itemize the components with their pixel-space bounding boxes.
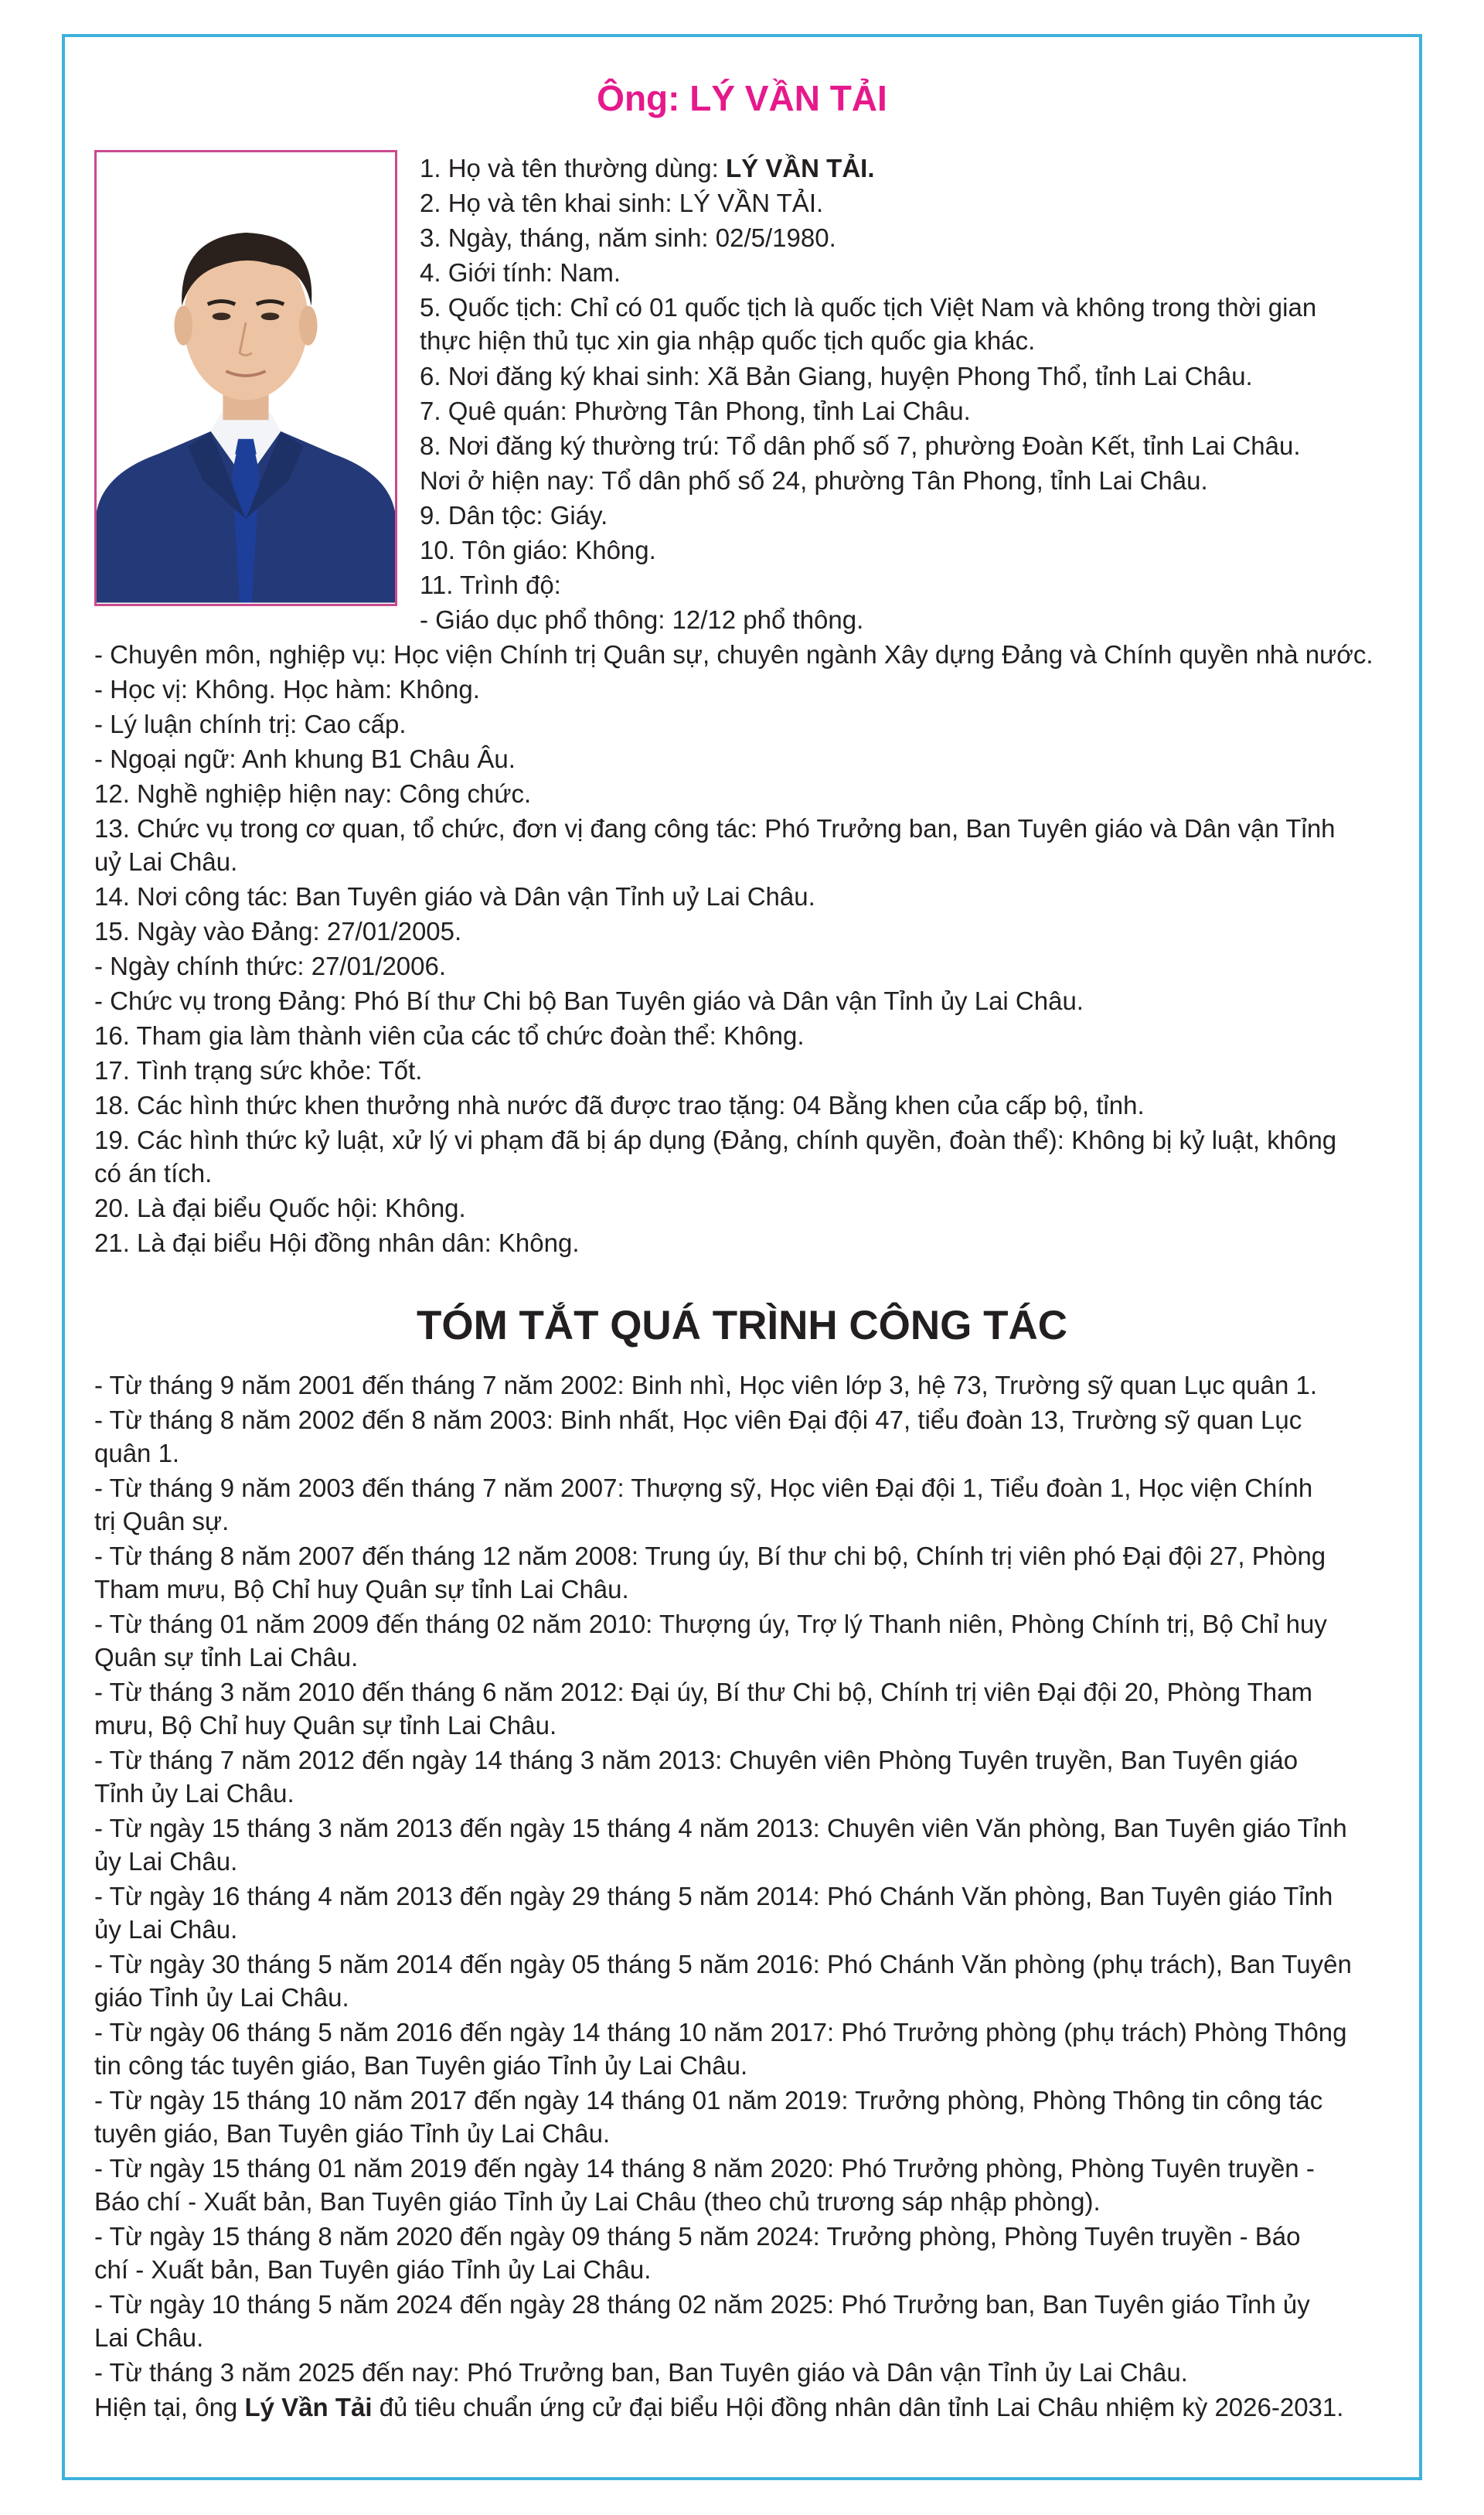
info-line: 7. Quê quán: Phường Tân Phong, tỉnh Lai Châu.: [420, 397, 971, 425]
career-line: quân 1.: [94, 1439, 180, 1467]
career-line: tin công tác tuyên giáo, Ban Tuyên giáo Tỉnh ủy Lai Châu.: [94, 2051, 748, 2080]
info-line: uỷ Lai Châu.: [94, 847, 238, 876]
info-line: 18. Các hình thức khen thưởng nhà nước đã được trao tặng: 04 Bằng khen của cấp bộ, tỉnh.: [94, 1091, 1145, 1119]
info-line: 19. Các hình thức kỷ luật, xử lý vi phạm đã bị áp dụng (Đảng, chính quyền, đoàn thể): Không bị kỷ luật, không: [94, 1126, 1337, 1154]
info-line: - Chuyên môn, nghiệp vụ: Học viện Chính trị Quân sự, chuyên ngành Xây dựng Đảng và Chính quyền nhà nước.: [94, 640, 1373, 669]
career-line: - Từ ngày 06 tháng 5 năm 2016 đến ngày 14 tháng 10 năm 2017: Phó Trưởng phòng (phụ trách) Phòng Thông: [94, 2018, 1347, 2046]
career-line: chí - Xuất bản, Ban Tuyên giáo Tỉnh ủy Lai Châu.: [94, 2255, 652, 2284]
info-line: 17. Tình trạng sức khỏe: Tốt.: [94, 1056, 423, 1085]
career-line: - Từ tháng 9 năm 2003 đến tháng 7 năm 2007: Thượng sỹ, Học viên Đại đội 1, Tiểu đoàn 1, Học viện Chính: [94, 1474, 1313, 1502]
info-line: 6. Nơi đăng ký khai sinh: Xã Bản Giang, huyện Phong Thổ, tỉnh Lai Châu.: [420, 362, 1253, 390]
info-line: thực hiện thủ tục xin gia nhập quốc tịch quốc gia khác.: [420, 326, 1036, 355]
career-line: ủy Lai Châu.: [94, 1847, 238, 1876]
career-line: - Từ ngày 15 tháng 10 năm 2017 đến ngày 14 tháng 01 năm 2019: Trưởng phòng, Phòng Thông tin công tác: [94, 2086, 1323, 2115]
career-line: - Từ ngày 16 tháng 4 năm 2013 đến ngày 29 tháng 5 năm 2014: Phó Chánh Văn phòng, Ban Tuyên giáo Tỉnh: [94, 1882, 1333, 1910]
career-line: - Từ tháng 8 năm 2007 đến tháng 12 năm 2008: Trung úy, Bí thư chi bộ, Chính trị viên phó Đại đội 27, Phòng: [94, 1542, 1326, 1570]
info-line: 9. Dân tộc: Giáy.: [420, 501, 608, 530]
info-line: 11. Trình độ:: [420, 571, 561, 599]
info-line: có án tích.: [94, 1159, 213, 1188]
career-line: - Từ tháng 01 năm 2009 đến tháng 02 năm 2010: Thượng úy, Trợ lý Thanh niên, Phòng Chính trị, Bộ Chỉ huy: [94, 1610, 1327, 1638]
career-line: Quân sự tỉnh Lai Châu.: [94, 1643, 359, 1672]
career-line: mưu, Bộ Chỉ huy Quân sự tỉnh Lai Châu.: [94, 1711, 557, 1740]
career-line: - Từ tháng 9 năm 2001 đến tháng 7 năm 2002: Binh nhì, Học viên lớp 3, hệ 73, Trường sỹ quan Lục quân 1.: [94, 1371, 1318, 1399]
info-line: 3. Ngày, tháng, năm sinh: 02/5/1980.: [420, 223, 836, 252]
info-line: 14. Nơi công tác: Ban Tuyên giáo và Dân vận Tỉnh uỷ Lai Châu.: [94, 882, 815, 911]
info-line: - Giáo dục phổ thông: 12/12 phổ thông.: [420, 605, 864, 634]
candidate-portrait: [94, 150, 397, 606]
career-line: - Từ ngày 15 tháng 3 năm 2013 đến ngày 15 tháng 4 năm 2013: Chuyên viên Văn phòng, Ban Tuyên giáo Tỉnh: [94, 1814, 1347, 1842]
info-line: 15. Ngày vào Đảng: 27/01/2005.: [94, 917, 462, 946]
career-line: - Từ tháng 3 năm 2010 đến tháng 6 năm 2012: Đại úy, Bí thư Chi bộ, Chính trị viên Đại đội 20, Phòng Tham: [94, 1678, 1312, 1706]
career-line: - Từ ngày 30 tháng 5 năm 2014 đến ngày 05 tháng 5 năm 2016: Phó Chánh Văn phòng (phụ trách), Ban Tuyên: [94, 1950, 1352, 1978]
info-line: - Ngoại ngữ: Anh khung B1 Châu Âu.: [94, 745, 516, 773]
info-line: 2. Họ và tên khai sinh: LÝ VẦN TẢI.: [420, 189, 824, 217]
career-line: ủy Lai Châu.: [94, 1915, 238, 1944]
info-line: 4. Giới tính: Nam.: [420, 258, 621, 287]
info-line: 13. Chức vụ trong cơ quan, tổ chức, đơn vị đang công tác: Phó Trưởng ban, Ban Tuyên giáo và Dân vận Tỉnh: [94, 814, 1336, 843]
career-line: - Từ tháng 8 năm 2002 đến 8 năm 2003: Binh nhất, Học viên Đại đội 47, tiểu đoàn 13, Trường sỹ quan Lục: [94, 1406, 1302, 1434]
info-line: 10. Tôn giáo: Không.: [420, 536, 656, 564]
info-line: - Chức vụ trong Đảng: Phó Bí thư Chi bộ Ban Tuyên giáo và Dân vận Tỉnh ủy Lai Châu.: [94, 987, 1084, 1015]
career-line: - Từ tháng 7 năm 2012 đến ngày 14 tháng 3 năm 2013: Chuyên viên Phòng Tuyên truyền, Ban Tuyên giáo: [94, 1746, 1298, 1774]
career-line: trị Quân sự.: [94, 1507, 230, 1535]
info-line: - Lý luận chính trị: Cao cấp.: [94, 710, 407, 738]
info-line: 1. Họ và tên thường dùng: LÝ VẦN TẢI.: [420, 154, 875, 182]
info-line: 21. Là đại biểu Hội đồng nhân dân: Không.: [94, 1229, 580, 1257]
candidate-name-bold: Lý Vần Tải: [244, 2393, 373, 2421]
career-line: - Từ ngày 15 tháng 01 năm 2019 đến ngày 14 tháng 8 năm 2020: Phó Trưởng phòng, Phòng Tuyên truyền -: [94, 2154, 1315, 2183]
info-line: - Ngày chính thức: 27/01/2006.: [94, 952, 447, 980]
career-line: Báo chí - Xuất bản, Ban Tuyên giáo Tỉnh ủy Lai Châu (theo chủ trương sáp nhập phòng).: [94, 2187, 1101, 2216]
career-line: tuyên giáo, Ban Tuyên giáo Tỉnh ủy Lai Châu.: [94, 2119, 611, 2148]
career-line: Tỉnh ủy Lai Châu.: [94, 1779, 294, 1808]
career-line: Tham mưu, Bộ Chỉ huy Quân sự tỉnh Lai Châu.: [94, 1575, 629, 1603]
section-heading: TÓM TẮT QUÁ TRÌNH CÔNG TÁC: [416, 1303, 1068, 1348]
info-line: 16. Tham gia làm thành viên của các tổ chức đoàn thể: Không.: [94, 1021, 805, 1050]
info-line: - Học vị: Không. Học hàm: Không.: [94, 675, 480, 704]
info-line: Nơi ở hiện nay: Tổ dân phố số 24, phường Tân Phong, tỉnh Lai Châu.: [420, 466, 1208, 495]
candidate-title: Ông: LÝ VẦN TẢI: [597, 78, 887, 118]
career-line: - Từ ngày 15 tháng 8 năm 2020 đến ngày 09 tháng 5 năm 2024: Trưởng phòng, Phòng Tuyên truyền - Báo: [94, 2222, 1301, 2251]
career-line: - Từ tháng 3 năm 2025 đến nay: Phó Trưởng ban, Ban Tuyên giáo và Dân vận Tỉnh ủy Lai Châu.: [94, 2358, 1188, 2387]
info-line: 20. Là đại biểu Quốc hội: Không.: [94, 1194, 466, 1222]
career-line: giáo Tỉnh ủy Lai Châu.: [94, 1983, 349, 2012]
career-line: - Từ ngày 10 tháng 5 năm 2024 đến ngày 28 tháng 02 năm 2025: Phó Trưởng ban, Ban Tuyên giáo Tỉnh ủy: [94, 2290, 1310, 2319]
info-line: 12. Nghề nghiệp hiện nay: Công chức.: [94, 779, 532, 808]
career-line: Lai Châu.: [94, 2323, 204, 2352]
info-line: 5. Quốc tịch: Chỉ có 01 quốc tịch là quốc tịch Việt Nam và không trong thời gian: [420, 293, 1317, 322]
info-line: 8. Nơi đăng ký thường trú: Tổ dân phố số 7, phường Đoàn Kết, tỉnh Lai Châu.: [420, 431, 1301, 460]
closing-statement: Hiện tại, ông Lý Vần Tải đủ tiêu chuẩn ứng cử đại biểu Hội đồng nhân dân tỉnh Lai Châu nhiệm kỳ 2026-2031.: [94, 2393, 1344, 2421]
